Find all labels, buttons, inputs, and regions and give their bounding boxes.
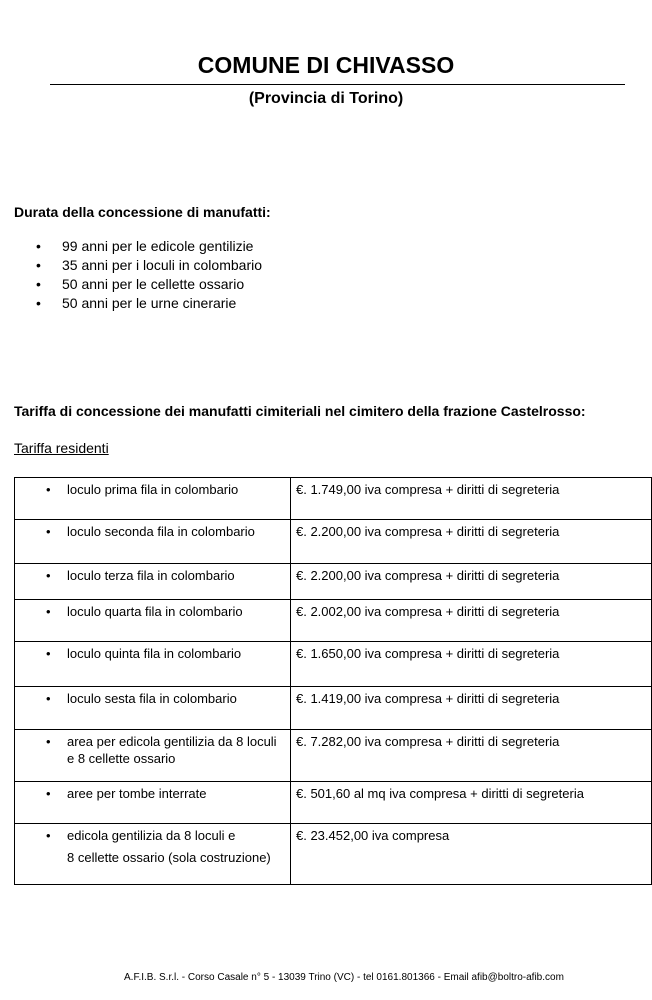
tariff-item-cell bbox=[15, 520, 291, 564]
bullet: • bbox=[36, 238, 41, 254]
tariff-item-cell bbox=[15, 564, 291, 600]
bullet: • bbox=[46, 524, 51, 539]
tariff-item-line2: 8 cellette ossario (sola costruzione) bbox=[67, 850, 271, 865]
list-item-text: 50 anni per le cellette ossario bbox=[62, 276, 245, 292]
tariff-item: loculo prima fila in colombario bbox=[67, 482, 239, 497]
tariff-table bbox=[14, 477, 652, 885]
table-row bbox=[15, 687, 652, 730]
bullet: • bbox=[36, 295, 41, 311]
durata-heading: Durata della concessione di manufatti: bbox=[14, 204, 271, 220]
title-rule bbox=[50, 84, 625, 85]
tariff-item: loculo quinta fila in colombario bbox=[67, 646, 242, 661]
tariff-item: aree per tombe interrate bbox=[67, 786, 207, 801]
bullet: • bbox=[46, 691, 51, 706]
tariff-item: loculo terza fila in colombario bbox=[67, 568, 235, 583]
table-row bbox=[15, 520, 652, 564]
tariffa-residenti-label: Tariffa residenti bbox=[14, 440, 109, 456]
tariff-item: loculo seconda fila in colombario bbox=[67, 524, 255, 539]
page-title: COMUNE DI CHIVASSO bbox=[197, 52, 455, 78]
tariff-item-cell bbox=[15, 730, 291, 782]
tariff-item: edicola gentilizia da 8 loculi e bbox=[67, 828, 236, 843]
page-subtitle: (Provincia di Torino) bbox=[248, 90, 404, 107]
bullet: • bbox=[46, 482, 51, 497]
tariff-item-cell bbox=[15, 687, 291, 730]
tariff-price: €. 1.419,00 iva compresa + diritti di segreteria bbox=[291, 687, 652, 730]
list-item bbox=[14, 294, 262, 313]
bullet: • bbox=[36, 276, 41, 292]
tariff-price: €. 1.650,00 iva compresa + diritti di segreteria bbox=[291, 642, 652, 687]
tariff-price: €. 2.002,00 iva compresa + diritti di segreteria bbox=[291, 600, 652, 642]
list-item-text: 50 anni per le urne cinerarie bbox=[62, 295, 237, 311]
tariff-price: €. 2.200,00 iva compresa + diritti di segreteria bbox=[291, 564, 652, 600]
bullet: • bbox=[46, 734, 51, 749]
list-item bbox=[14, 275, 262, 294]
tariff-price: €. 23.452,00 iva compresa bbox=[291, 824, 652, 885]
bullet: • bbox=[46, 568, 51, 583]
bullet: • bbox=[46, 786, 51, 801]
bullet: • bbox=[36, 257, 41, 273]
tariff-item-cell bbox=[15, 600, 291, 642]
table-row bbox=[15, 600, 652, 642]
table-row bbox=[15, 824, 652, 885]
bullet: • bbox=[46, 604, 51, 619]
table-row bbox=[15, 478, 652, 520]
table-row bbox=[15, 730, 652, 782]
tariff-price: €. 2.200,00 iva compresa + diritti di segreteria bbox=[291, 520, 652, 564]
table-row bbox=[15, 782, 652, 824]
bullet: • bbox=[46, 828, 51, 843]
tariff-price: €. 501,60 al mq iva compresa + diritti di segreteria bbox=[291, 782, 652, 824]
page-footer: A.F.I.B. S.r.l. - Corso Casale n° 5 - 13039 Trino (VC) - tel 0161.801366 - Email afib@boltro-afib.com bbox=[124, 972, 564, 983]
tariff-price: €. 7.282,00 iva compresa + diritti di segreteria bbox=[291, 730, 652, 782]
tariff-price: €. 1.749,00 iva compresa + diritti di segreteria bbox=[291, 478, 652, 520]
tariff-item-cell bbox=[15, 478, 291, 520]
bullet: • bbox=[46, 646, 51, 661]
tariff-item: area per edicola gentilizia da 8 loculi e 8 cellette ossario bbox=[67, 734, 277, 766]
tariff-item-cell bbox=[15, 642, 291, 687]
list-item-text: 99 anni per le edicole gentilizie bbox=[62, 238, 254, 254]
list-item bbox=[14, 256, 262, 275]
table-row bbox=[15, 564, 652, 600]
list-item-text: 35 anni per i loculi in colombario bbox=[62, 257, 262, 273]
list-item bbox=[14, 237, 262, 256]
table-row bbox=[15, 642, 652, 687]
durata-list bbox=[14, 237, 262, 313]
tariff-item-cell bbox=[15, 824, 291, 885]
tariff-item: loculo sesta fila in colombario bbox=[67, 691, 237, 706]
tariffa-heading: Tariffa di concessione dei manufatti cimiteriali nel cimitero della frazione Castelrosso: bbox=[14, 403, 586, 419]
tariff-item-cell bbox=[15, 782, 291, 824]
tariff-item: loculo quarta fila in colombario bbox=[67, 604, 243, 619]
